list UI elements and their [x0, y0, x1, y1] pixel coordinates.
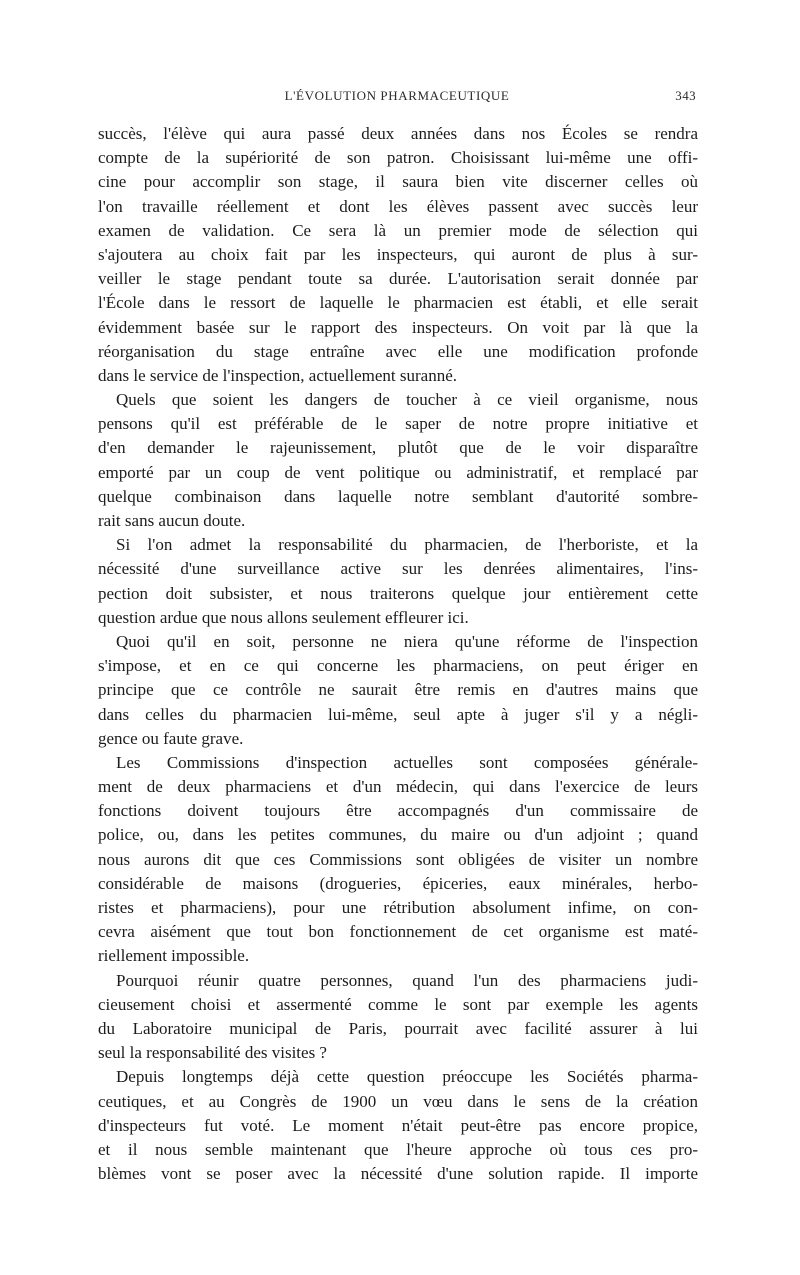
text-line: emporté par un coup de vent politique ou administratif, et remplacé par — [98, 462, 698, 482]
paragraph-2 — [98, 388, 698, 533]
text-line: s'ajoutera au choix fait par les inspecteurs, qui auront de plus à sur- — [98, 244, 698, 264]
text-line: d'inspecteurs fut voté. Le moment n'était peut-être pas encore propice, — [98, 1115, 698, 1135]
text-line: et il nous semble maintenant que l'heure approche où tous ces pro- — [98, 1139, 698, 1159]
paragraph-3 — [98, 533, 698, 630]
text-line: réorganisation du stage entraîne avec elle une modification profonde — [98, 341, 698, 361]
running-head — [98, 88, 696, 110]
text-line: examen de validation. Ce sera là un premier mode de sélection qui — [98, 220, 698, 240]
paragraph-6 — [98, 969, 698, 1066]
text-line: gence ou faute grave. — [98, 728, 244, 748]
text-line: nous aurons dit que ces Commissions sont obligées de visiter un nombre — [98, 849, 698, 869]
text-line: dans le service de l'inspection, actuellement suranné. — [98, 365, 457, 385]
text-line: du Laboratoire municipal de Paris, pourrait avec facilité assurer à lui — [98, 1018, 698, 1038]
text-line: ceutiques, et au Congrès de 1900 un vœu dans le sens de la création — [98, 1091, 698, 1111]
text-line: question ardue que nous allons seulement effleurer ici. — [98, 607, 469, 627]
text-line: ristes et pharmaciens), pour une rétribution absolument infime, on con- — [98, 898, 698, 917]
text-line: riellement impossible. — [98, 946, 250, 966]
paragraph-1 — [98, 122, 698, 388]
running-title: L'ÉVOLUTION PHARMACEUTIQUE — [284, 88, 510, 103]
text-line: pection doit subsister, et nous traiterons quelque jour entièrement cette — [98, 583, 698, 603]
text-line: cevra aisément que tout bon fonctionnement de cet organisme est maté- — [98, 922, 698, 942]
text-line: nécessité d'une surveillance active sur les denrées alimentaires, l'ins- — [98, 559, 698, 579]
text-line: d'en demander le rajeunissement, plutôt que de le voir disparaître — [98, 438, 698, 458]
text-line: veiller le stage pendant toute sa durée. L'autorisation serait donnée par — [98, 269, 698, 289]
text-line: évidemment basée sur le rapport des inspecteurs. On voit par là que la — [98, 317, 698, 337]
page-number: 343 — [675, 88, 696, 103]
text-line: l'on travaille réellement et dont les élèves passent avec succès leur — [98, 196, 698, 216]
text-line: l'École dans le ressort de laquelle le pharmacien est établi, et elle serait — [98, 293, 698, 313]
text-line: fonctions doivent toujours être accompagnés d'un commissaire de — [98, 801, 698, 821]
text-line: succès, l'élève qui aura passé deux années dans nos Écoles se rendra — [98, 124, 698, 143]
text-line: rait sans aucun doute. — [98, 511, 246, 530]
text-line: principe que ce contrôle ne saurait être remis en d'autres mains que — [98, 680, 698, 700]
paragraph-5 — [98, 751, 698, 969]
text-line: Si l'on admet la responsabilité du pharmacien, de l'herboriste, et la — [116, 535, 698, 555]
text-line: blèmes vont se poser avec la nécessité d'une solution rapide. Il importe — [98, 1164, 698, 1184]
paragraph-4 — [98, 630, 698, 751]
text-line: cieusement choisi et assermenté comme le sont par exemple les agents — [98, 994, 698, 1014]
text-line: compte de la supériorité de son patron. Choisissant lui-même une offi- — [98, 148, 698, 168]
text-line: considérable de maisons (drogueries, épiceries, eaux minérales, herbo- — [98, 873, 698, 893]
text-line: Les Commissions d'inspection actuelles sont composées générale- — [116, 752, 698, 772]
text-line: seul la responsabilité des visites ? — [98, 1043, 327, 1063]
text-line: Depuis longtemps déjà cette question préoccupe les Sociétés pharma- — [116, 1067, 698, 1087]
text-line: Pourquoi réunir quatre personnes, quand l'un des pharmaciens judi- — [116, 970, 698, 990]
text-line: s'impose, et en ce qui concerne les pharmaciens, on peut ériger en — [98, 656, 698, 676]
paragraph-7 — [98, 1065, 698, 1186]
text-line: cine pour accomplir son stage, il saura bien vite discerner celles où — [98, 172, 698, 192]
text-line: Quels que soient les dangers de toucher à ce vieil organisme, nous — [116, 390, 698, 410]
text-line: pensons qu'il est préférable de le saper de notre propre initiative et — [98, 414, 698, 434]
text-line: ment de deux pharmaciens et d'un médecin, qui dans l'exercice de leurs — [98, 777, 698, 797]
text-line: dans celles du pharmacien lui-même, seul apte à juger s'il y a négli- — [98, 704, 698, 724]
text-line: police, ou, dans les petites communes, du maire ou d'un adjoint ; quand — [98, 825, 698, 845]
text-line: Quoi qu'il en soit, personne ne niera qu'une réforme de l'inspection — [116, 631, 698, 651]
body-text — [98, 122, 698, 1186]
text-line: quelque combinaison dans laquelle notre semblant d'autorité sombre- — [98, 486, 698, 506]
